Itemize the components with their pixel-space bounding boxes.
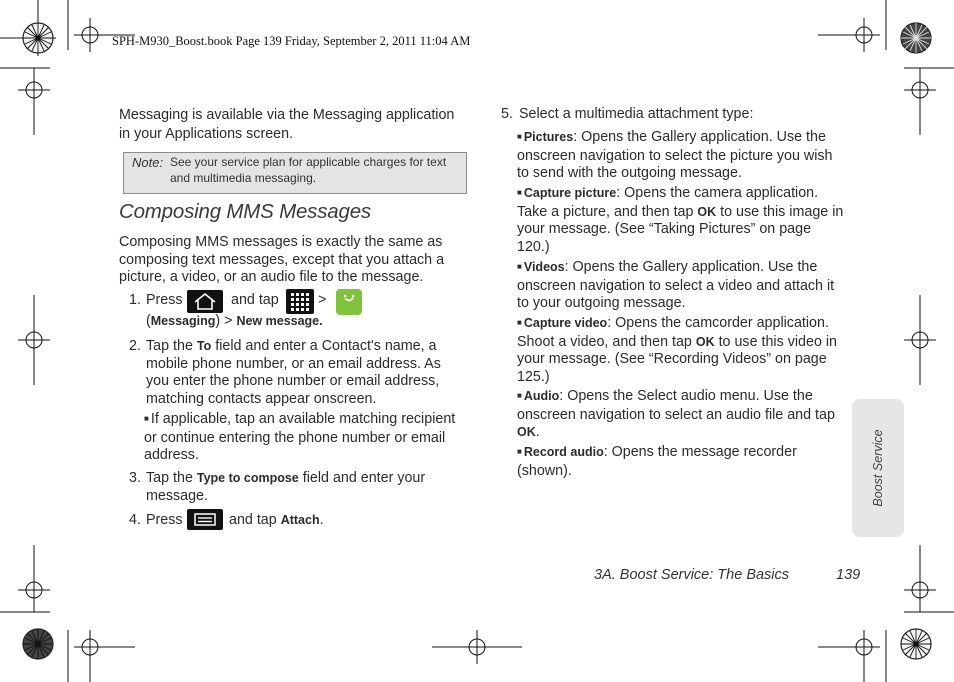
list-item [517,444,817,480]
list-item [517,259,844,313]
bullet-icon: ■ [517,188,522,197]
item-text: : Opens the Gallery application. Use the onscreen navigation to select a video and attach it to your outgoing message. [517,259,835,311]
step3-pre: Tap the [146,470,193,486]
page-number: 139 [836,567,861,583]
item-label: Capture picture [523,186,617,200]
item-label: Capture video [523,316,608,330]
lead-paragraph: Composing MMS messages is exactly the same as composing text messages, except that you attach a picture, a video, or an audio file to the message. [119,234,445,285]
home-key-icon [187,290,223,313]
intro-paragraph: Messaging is available via the Messaging application in your Applications screen. [119,107,455,142]
step2-text [146,338,464,408]
step-number: 2. [129,338,141,354]
note-label: Note: [132,155,164,170]
note-text: See your service plan for applicable charges for text and multimedia messaging. [170,155,447,185]
bullet-icon: ■ [144,414,149,423]
new-message-label: New message. [236,314,323,328]
step-number: 1. [129,292,141,308]
step1-press: Press [146,292,183,308]
step4-press: Press [146,512,183,528]
step5-text: Select a multimedia attachment type: [519,106,754,122]
item-text: : Opens the camcorder application. Shoot a video, and then tap [517,315,829,350]
step2-subitem [144,411,466,465]
menu-key-icon [187,509,223,530]
item-text-2: to use this image in your message. (See “Taking Pictures” on page 120.) [517,203,844,255]
ok-label: OK [517,425,536,439]
item-label: Record audio [523,445,604,459]
messaging-app-icon [336,289,362,315]
item-label: Audio [523,389,560,403]
bullet-icon: ■ [517,391,522,400]
chapter-tab [852,399,904,537]
messaging-label: Messaging [150,314,216,328]
to-field-label: To [196,339,212,353]
step-number: 3. [129,470,141,486]
open-paren: ( [146,313,151,329]
item-text: : Opens the camera application. Take a picture, and then tap [517,185,819,220]
step2-sub-text: If applicable, tap an available matching recipient or continue entering the phone number or email address. [144,411,456,463]
item-text-2: to use this video in your message. (See “Recording Videos” on page 125.) [517,333,837,385]
step-number: 4. [129,512,141,528]
close-sep: ) > [215,313,233,329]
ok-label: OK [695,334,715,349]
item-text: : Opens the message recorder (shown). [517,444,797,479]
list-item [517,185,844,256]
step1-path [146,313,323,331]
step3-post: field and enter your message. [146,470,426,504]
list-item [517,315,844,386]
step4-and-tap: and tap [229,512,277,528]
step4-rest [229,512,324,530]
bullet-icon: ■ [517,132,522,141]
type-to-compose-label: Type to compose [196,471,299,485]
item-label: Videos [523,260,565,274]
step3-text [146,470,451,505]
step2-pre: Tap the [146,338,193,354]
note-box [123,152,467,194]
item-text: : Opens the Select audio menu. Use the onscreen navigation to select an audio file and tap [517,388,835,423]
chapter-tab-label: Boost Service [871,429,885,507]
item-label: Pictures [523,130,574,144]
footer-section-title: 3A. Boost Service: The Basics [594,567,790,583]
step2-post: field and enter a Contact's name, a mobile phone number, or an email address. As you enter the phone number or email address, matching contacts appear onscreen. [146,338,441,407]
ok-label: OK [697,204,717,219]
list-item [517,388,844,442]
section-heading: Composing MMS Messages [119,200,371,223]
step-number: 5. [501,106,513,122]
bullet-icon: ■ [517,447,522,456]
bullet-icon: ■ [517,318,522,327]
item-text: : Opens the Gallery application. Use the onscreen navigation to select the picture you wish to send with the outgoing message. [517,129,833,181]
applications-grid-icon [286,289,314,314]
list-item [517,129,844,183]
bullet-icon: ■ [517,262,522,271]
print-header: SPH-M930_Boost.book Page 139 Friday, September 2, 2011 11:04 AM [112,34,471,48]
step1-separator: > [318,292,327,308]
step1-and-tap: and tap [231,292,279,308]
item-text-2: . [535,424,540,440]
step4-period: . [319,512,324,528]
attach-label: Attach [280,513,320,527]
